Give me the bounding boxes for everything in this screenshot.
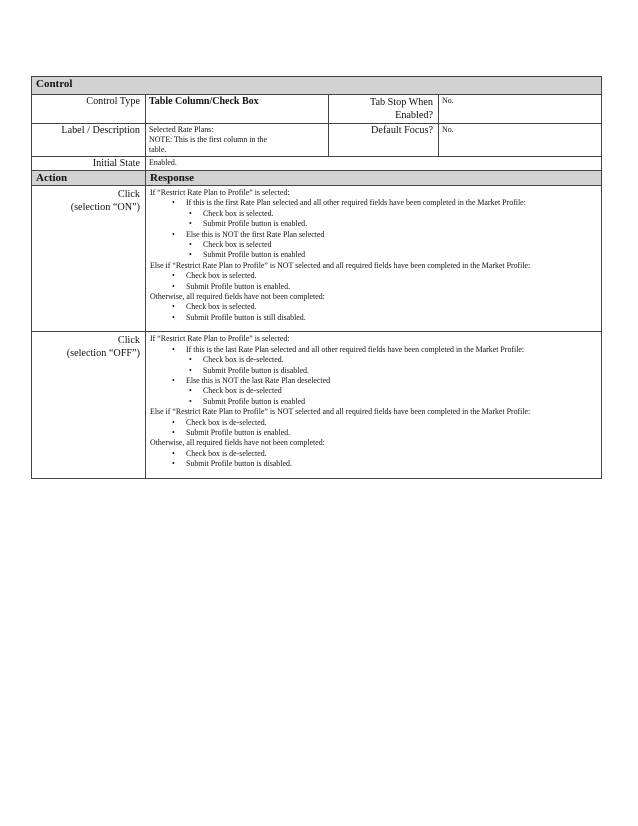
response-line: If “Restrict Rate Plan to Profile” is selected: <box>150 188 290 197</box>
action-row-off <box>32 332 602 478</box>
response-bullet: • Check box is selected. <box>150 302 598 312</box>
initial-state-value: Enabled. <box>146 157 602 171</box>
label-desc-line3: table. <box>149 145 167 154</box>
response-bullet: • Check box is de-selected <box>150 386 598 396</box>
response-bullet: • Submit Profile button is still disabled. <box>150 313 598 323</box>
action-cell-off <box>32 332 146 478</box>
default-focus-value: No. <box>439 124 602 157</box>
action-off-line1: Click <box>117 335 140 347</box>
control-header: Control <box>32 77 602 95</box>
response-bullet: • Check box is de-selected. <box>150 418 598 428</box>
action-on-line1: Click <box>117 189 140 200</box>
response-line: Otherwise, all required fields have not been completed: <box>150 292 325 302</box>
action-cell-on <box>32 186 146 332</box>
label-description-label: Label / Description <box>32 124 146 157</box>
response-bullet: • Submit Profile button is enabled. <box>150 282 598 292</box>
action-header: Action <box>32 171 146 186</box>
control-type-value: Table Column/Check Box <box>146 95 329 124</box>
response-bullet: • Else this is NOT the first Rate Plan selected <box>150 230 598 240</box>
response-bullet: • Submit Profile button is enabled. <box>150 219 598 229</box>
response-bullet: • If this is the last Rate Plan selected and all other required fields have been completed in the Market Profile: <box>150 345 598 355</box>
response-bullet: • Check box is selected. <box>150 209 598 219</box>
response-bullet: • Check box is selected <box>150 240 598 250</box>
response-header: Response <box>146 171 602 186</box>
response-bullet: • Check box is de-selected. <box>150 449 598 459</box>
control-spec-table <box>31 76 602 479</box>
action-row-on <box>32 186 602 332</box>
default-focus-label: Default Focus? <box>329 124 439 157</box>
label-description-value <box>146 124 329 157</box>
response-bullet: • Submit Profile button is enabled. <box>150 428 598 438</box>
action-on-line2: (selection “ON”) <box>70 202 140 213</box>
action-off-line2: (selection “OFF”) <box>66 348 140 360</box>
tab-stop-value: No. <box>439 95 602 124</box>
response-bullet: • Submit Profile button is enabled <box>150 397 598 407</box>
response-line: If “Restrict Rate Plan to Profile” is selected: <box>150 334 290 344</box>
tab-stop-label-line1: Tab Stop When <box>369 97 433 108</box>
control-type-label: Control Type <box>32 95 146 124</box>
response-line: Otherwise, all required fields have not been completed: <box>150 438 325 448</box>
label-desc-line2: NOTE: This is the first column in the <box>149 135 267 144</box>
response-cell-off <box>146 332 602 478</box>
response-line: Else if “Restrict Rate Plan to Profile” is NOT selected and all required fields have been completed in the Market Profile: <box>150 407 531 417</box>
response-bullet: • Submit Profile button is disabled. <box>150 459 598 469</box>
tab-stop-label <box>329 95 439 124</box>
response-cell-on <box>146 186 602 332</box>
response-bullet: • Check box is selected. <box>150 271 598 281</box>
tab-stop-label-line2: Enabled? <box>395 110 433 121</box>
response-bullet: • Submit Profile button is enabled <box>150 250 598 260</box>
initial-state-label: Initial State <box>32 157 146 171</box>
label-desc-line1: Selected Rate Plans: <box>149 125 214 134</box>
response-line: Else if “Restrict Rate Plan to Profile” is NOT selected and all required fields have been completed in the Market Profile: <box>150 260 531 270</box>
response-bullet: • Check box is de-selected. <box>150 355 598 365</box>
response-bullet: • Submit Profile button is disabled. <box>150 366 598 376</box>
response-bullet: • Else this is NOT the last Rate Plan deselected <box>150 376 598 386</box>
response-bullet: • If this is the first Rate Plan selected and all other required fields have been completed in the Market Profile: <box>150 198 598 208</box>
